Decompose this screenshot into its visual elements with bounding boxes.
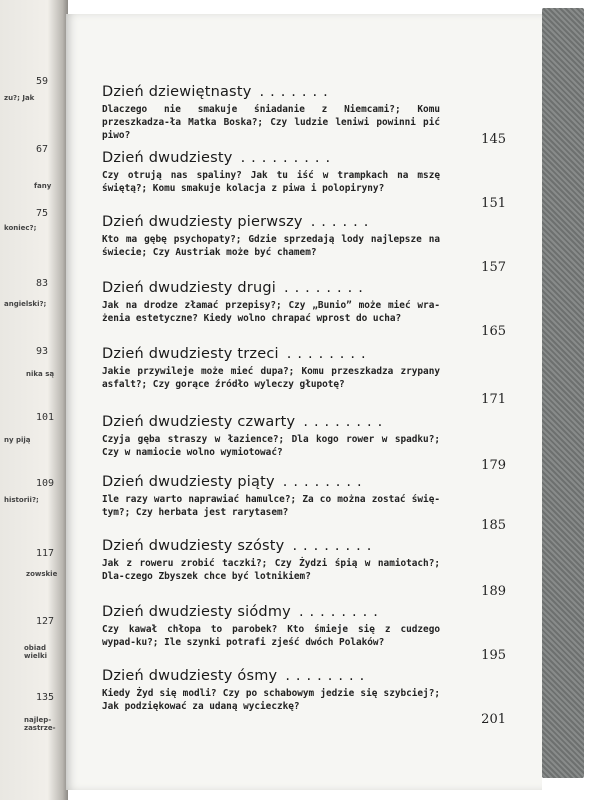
toc-entry	[102, 150, 506, 211]
contents-page	[66, 14, 542, 790]
toc-entry	[102, 474, 506, 533]
toc-entry-page: 189	[481, 584, 506, 599]
toc-entry-page: 171	[481, 392, 506, 407]
toc-entry-page: 201	[481, 712, 506, 727]
cover-board	[542, 8, 584, 778]
left-page-fragment: obiad wielki	[24, 644, 48, 660]
toc-entry-description: Czy kawał chłopa to parobek? Kto śmieje się z cudzego wypad-ku?; Ile szynki potrafi zjeść dwóch Polaków?	[102, 624, 440, 648]
left-page-fragment: nika są	[26, 370, 55, 378]
toc-entry	[102, 604, 506, 663]
left-page-number: 67	[36, 144, 49, 155]
toc-entry-description: Kto ma gębę psychopaty?; Gdzie sprzedają lody najlepsze na świecie; Czy Austriak może być chamem?	[102, 234, 440, 258]
left-page-number: 127	[36, 616, 55, 627]
toc-entry	[102, 414, 506, 473]
toc-entry-title: Dzień dziewiętnasty .......	[102, 84, 334, 100]
toc-entry-description: Jak na drodze złamać przepisy?; Czy „Bunio” może mieć wra-żenia estetyczne? Kiedy wolno chrapać wprost do ucha?	[102, 300, 440, 324]
toc-entry-description: Dlaczego nie smakuje śniadanie z Niemcami?; Komu przeszkadza-ła Matka Boska?; Czy ludzie leniwi powinni pić piwo?	[102, 104, 440, 141]
left-page-fragment: zowskie	[26, 570, 58, 578]
left-page-fragment: historii?;	[4, 496, 39, 504]
left-page-fragment: ny piją	[4, 436, 31, 444]
toc-entry-page: 179	[481, 458, 506, 473]
left-page-fragment: fany	[34, 182, 52, 190]
toc-entry-title: Dzień dwudziesty siódmy ........	[102, 604, 384, 620]
toc-entry	[102, 538, 506, 599]
toc-entry-title: Dzień dwudziesty trzeci ........	[102, 346, 372, 362]
left-page-fragment: koniec?;	[4, 224, 37, 232]
left-page-number: 117	[36, 548, 55, 559]
book-cover-edge	[538, 0, 600, 800]
toc-entry-title: Dzień dwudziesty piąty ........	[102, 474, 368, 490]
toc-entry	[102, 668, 506, 727]
toc-entry-page: 165	[481, 324, 506, 339]
left-page-fragment: najlep- zastrze-	[24, 716, 56, 732]
toc-entry-description: Kiedy Żyd się modli? Czy po schabowym jedzie się szybciej?; Jak podziękować za udaną wycieczkę?	[102, 688, 440, 712]
toc-entry	[102, 280, 506, 339]
toc-entry-title: Dzień dwudziesty ósmy ........	[102, 668, 371, 684]
toc-entry-description: Czy otrują nas spaliny? Jak tu iść w trampkach na mszę świętą?; Komu smakuje kolacja z piwa i polopiryny?	[102, 170, 440, 194]
left-page-number: 83	[36, 278, 49, 289]
toc-entry	[102, 214, 506, 275]
left-page-number: 109	[36, 478, 55, 489]
left-page-edge	[0, 0, 68, 800]
toc-entry-title: Dzień dwudziesty czwarty ........	[102, 414, 389, 430]
toc-entry-page: 157	[481, 260, 506, 275]
left-page-fragment: zu?; Jak	[4, 94, 35, 102]
toc-entry	[102, 84, 506, 147]
left-page-number: 135	[36, 692, 55, 703]
left-page-number: 93	[36, 346, 49, 357]
toc-entry-title: Dzień dwudziesty pierwszy ......	[102, 214, 375, 230]
left-page-number: 75	[36, 208, 49, 219]
toc-entry-page: 195	[481, 648, 506, 663]
toc-entry	[102, 346, 506, 407]
toc-entry-page: 145	[481, 132, 506, 147]
toc-entry-description: Ile razy warto naprawiać hamulce?; Za co można zostać świę-tym?; Czy herbata jest rarytasem?	[102, 494, 440, 518]
toc-entry-title: Dzień dwudziesty drugi ........	[102, 280, 369, 296]
toc-entry-description: Jakie przywileje może mieć dupa?; Komu przeszkadza zrypany asfalt?; Czy gorące źródło wyleczy głupotę?	[102, 366, 440, 390]
toc-entry-page: 185	[481, 518, 506, 533]
left-page-number: 59	[36, 76, 49, 87]
toc-entry-page: 151	[481, 196, 506, 211]
toc-entry-description: Czyja gęba straszy w łazience?; Dla kogo rower w spadku?; Czy w namiocie wolno wymiotować?	[102, 434, 440, 458]
left-page-number: 101	[36, 412, 55, 423]
toc-entry-description: Jak z roweru zrobić taczki?; Czy Żydzi śpią w namiotach?; Dla-czego Zbyszek chce być lotnikiem?	[102, 558, 440, 582]
toc-entry-title: Dzień dwudziesty szósty ........	[102, 538, 378, 554]
toc-entry-title: Dzień dwudziesty .........	[102, 150, 337, 166]
left-page-fragment: angielski?;	[4, 300, 47, 308]
